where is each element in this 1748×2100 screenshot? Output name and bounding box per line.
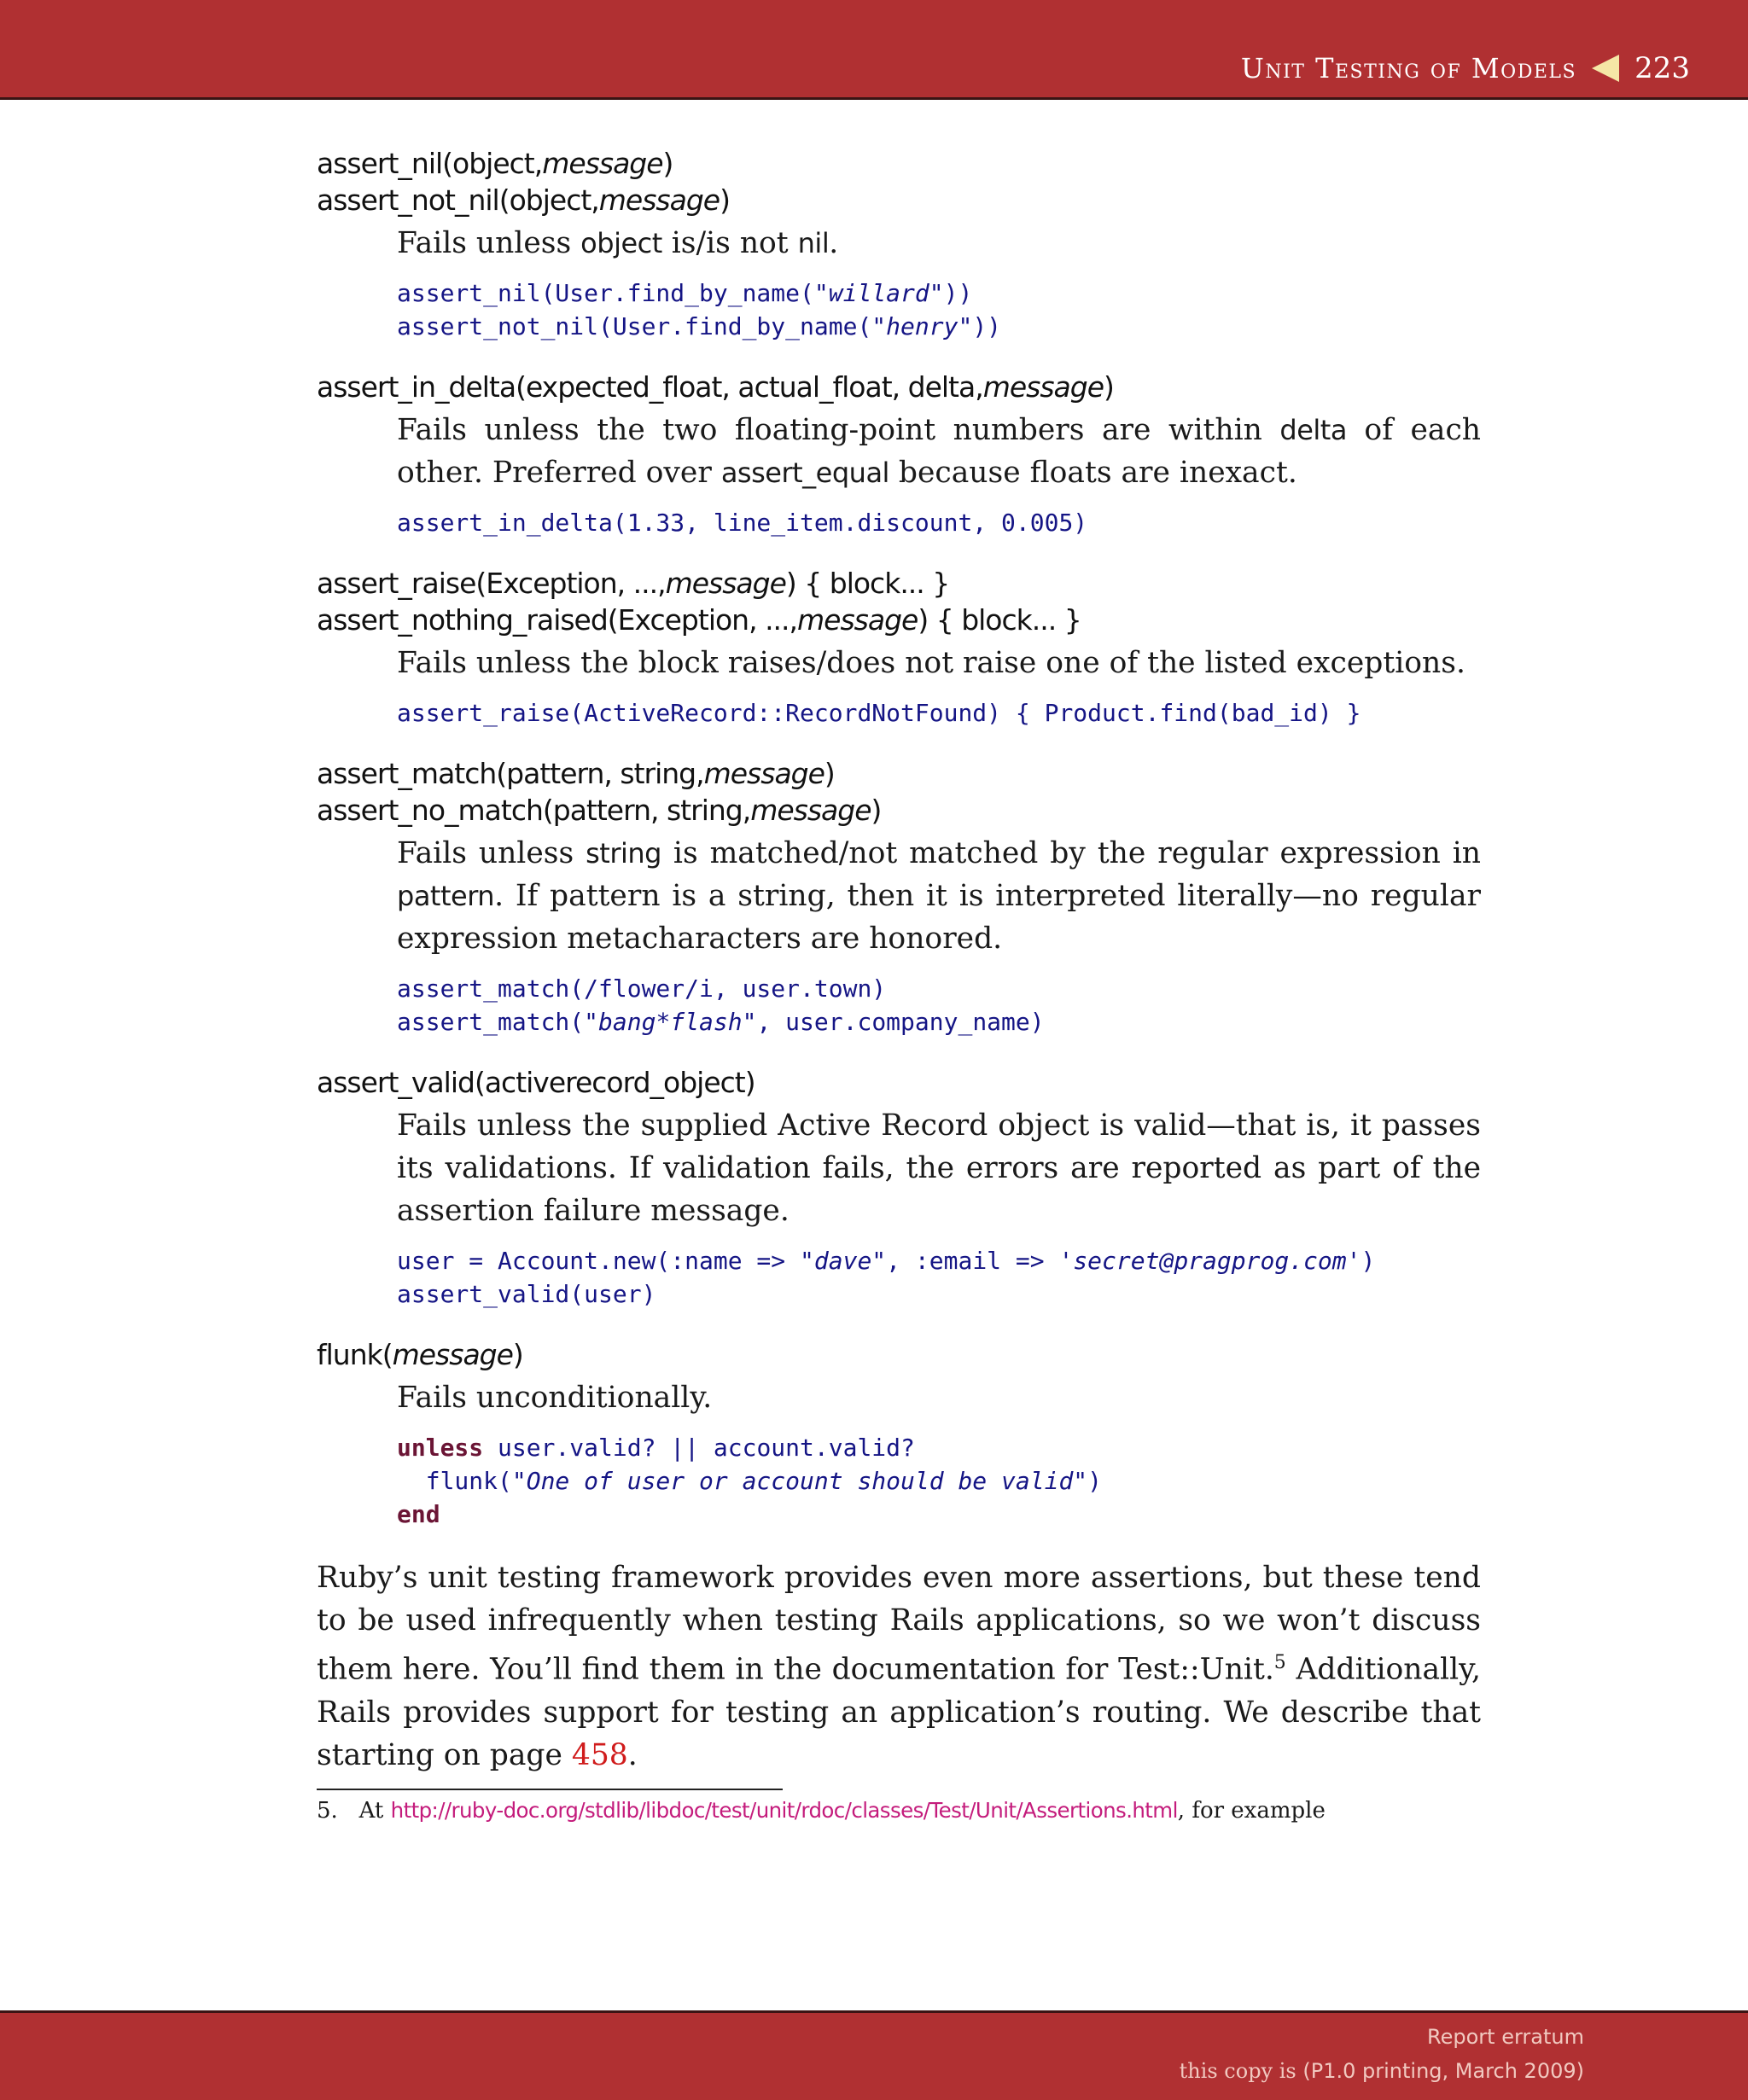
method-description: Fails unless the two floating-point numbers are within delta of each other. Preferred over assert_equal because floats are inexact. [397,413,1481,490]
assertion-entry [317,755,1481,1038]
assertion-entry [317,1336,1481,1531]
method-signature: assert_no_match(pattern, string,message) [317,794,882,827]
code-line: assert_in_delta(1.33, line_item.discount, 0.005) [397,509,1088,537]
code-line: flunk("One of user or account should be valid") [397,1467,1103,1495]
method-signature: assert_not_nil(object,message) [317,183,730,217]
code-line: unless user.valid? || account.valid? [397,1434,915,1462]
assertion-entry [317,145,1481,343]
copy-notice: this copy is (P1.0 printing, March 2009) [1179,2059,1584,2083]
method-signature: assert_match(pattern, string,message) [317,757,835,790]
assertion-entry [317,565,1481,730]
code-example [397,696,1481,730]
code-line: assert_match("bang*flash", user.company_name) [397,1008,1045,1036]
closing-paragraph: Ruby’s unit testing framework provides even more assertions, but these tend to be used infrequently when testing Rails applications, so we won’t discuss them here. You’ll find them in the documentation for Test::Unit.$^5$ Additionally, Rails provides support for testing an application’s routing. We describe that starting on page 458. [317,1561,1481,1772]
page-number: 223 [1634,51,1690,85]
method-description: Fails unless the supplied Active Record object is valid—that is, it passes its validations. If validation fails, the errors are reported as part of the assertion failure message. [397,1108,1481,1228]
page-link[interactable]: 458 [571,1737,628,1772]
method-signature: assert_in_delta(expected_float, actual_float, delta,message) [317,370,1114,404]
method-signature: assert_nothing_raised(Exception, ...,message) { block... } [317,603,1081,637]
assertion-entry [317,369,1481,539]
report-erratum-link[interactable]: Report erratum [1427,2025,1584,2049]
footer-band [0,2010,1748,2100]
header-band [0,0,1748,100]
code-line: assert_nil(User.find_by_name("willard")) [397,279,973,307]
code-example [397,506,1481,539]
code-example [397,972,1481,1038]
assertion-entry [317,1064,1481,1311]
running-head [1241,51,1690,85]
code-example [397,1244,1481,1311]
method-description: Fails unless object is/is not nil. [397,226,839,260]
footnote-url-link[interactable]: http://ruby-doc.org/stdlib/libdoc/test/unit/rdoc/classes/Test/Unit/Assertions.html [390,1797,1178,1823]
method-signature: assert_raise(Exception, ...,message) { block... } [317,567,950,600]
code-example [397,1431,1481,1531]
footnote-ref[interactable]: 5 [1273,1652,1286,1673]
method-description: Fails unless string is matched/not matched by the regular expression in pattern. If pattern is a string, then it is interpreted literally—no regular expression metacharacters are honored. [397,836,1481,956]
code-example [397,276,1481,343]
code-line: assert_not_nil(User.find_by_name("henry")) [397,312,1002,340]
code-line: assert_valid(user) [397,1280,656,1308]
chapter-title: Unit Testing of Models [1240,52,1577,84]
back-arrow-icon[interactable] [1592,55,1619,82]
page-content [317,145,1481,1826]
method-description: Fails unless the block raises/does not raise one of the listed exceptions. [397,646,1465,680]
code-line: user = Account.new(:name => "dave", :email => 'secret@pragprog.com') [397,1247,1376,1275]
code-line: end [397,1500,440,1528]
code-line: assert_match(/flower/i, user.town) [397,974,887,1003]
method-signature: flunk(message) [317,1338,523,1371]
method-signature: assert_valid(activerecord_object) [317,1066,755,1099]
code-line: assert_raise(ActiveRecord::RecordNotFound) { Product.find(bad_id) } [397,699,1361,727]
method-description: Fails unconditionally. [397,1381,713,1415]
footnote: 5. At http://ruby-doc.org/stdlib/libdoc/test/unit/rdoc/classes/Test/Unit/Assertions.html, for example [317,1797,1326,1824]
method-signature: assert_nil(object,message) [317,147,673,180]
footnote-divider [317,1789,783,1790]
